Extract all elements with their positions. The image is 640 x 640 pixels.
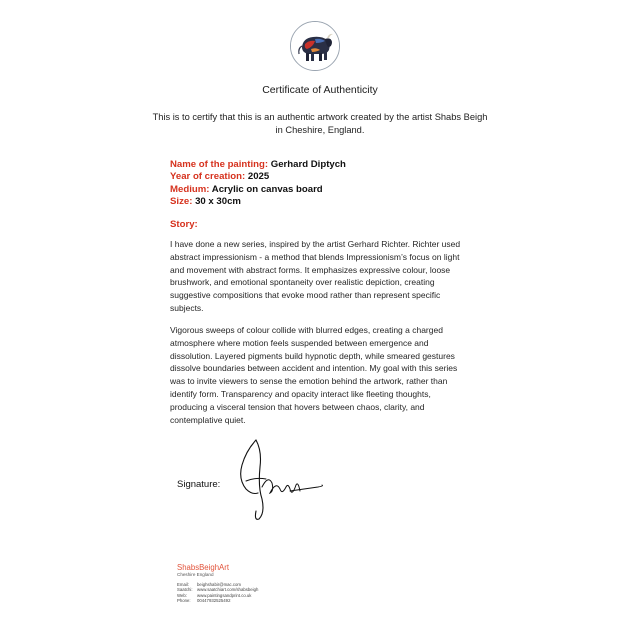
detail-value: 30 x 30cm — [195, 195, 241, 207]
contact-label: Saatchi: — [177, 587, 193, 593]
detail-label: Size — [170, 195, 190, 207]
contact-value: www.paintingsandprint.co.uk — [197, 592, 252, 598]
brand-name: ShabsBeighArt — [177, 563, 230, 572]
contact-label: Phone: — [177, 598, 191, 604]
detail-value: 2025 — [247, 171, 270, 183]
story-paragraph: I have done a new series, inspired by the artist Gerhard Richter. Richter used abstract impressionism - a method that blends Impressionism’s focus on light and movement with abstract forms. It emphasizes expressive colour, loose brushwork, and emotional spontaneity over realistic depiction, creating suggestive compositions that evoke mood rather than represent specific subjects. — [170, 239, 461, 313]
story-heading: Story: — [170, 219, 198, 230]
contact-label: Email: — [177, 582, 189, 587]
detail-row-name: Name of the painting: Gerhard Diptych — [170, 159, 346, 170]
detail-row-medium: Medium: Acrylic on canvas board — [170, 183, 323, 195]
contact-phone — [177, 598, 258, 603]
story-paragraph: Vigorous sweeps of colour collide with blurred edges, creating a charged atmosphere where motion feels suspended between emergence and dissolution. Layered pigments build hypnotic depth, while smeared gestures dissolve boundaries between accident and intention. My goal with this series was to invite viewers to sense the emotion behind the artwork, rather than identify form. Transparency and opacity interact like fleeting thoughts, producing a visceral tension that hovers between chaos, clarity, and contemplative quiet. — [170, 325, 458, 425]
detail-row-year: Year of creation: 2025 — [170, 171, 270, 183]
certificate-title: Certificate of Authenticity — [262, 84, 378, 96]
detail-value: Acrylic on canvas board — [211, 183, 323, 195]
contact-value: www.saatchiart.com/shabsbeigh — [197, 587, 259, 593]
brand-location: Cheshire England — [177, 572, 214, 577]
footer — [177, 563, 258, 604]
detail-label: Year of creation — [170, 171, 242, 183]
detail-row-size: Size: 30 x 30cm — [170, 195, 241, 207]
contact-label: Web: — [177, 592, 187, 598]
signature-icon — [232, 437, 332, 522]
signature-label: Signature: — [177, 479, 221, 490]
certificate-intro: This is to certify that this is an authentic artwork created by the artist Shabs Beigh in Cheshire, England. — [152, 112, 488, 135]
detail-label: Name of the painting — [170, 159, 265, 170]
contact-value: beighshabir@mac.com — [197, 582, 242, 587]
contact-value: 00447932525492 — [197, 598, 231, 604]
bull-logo-icon — [290, 21, 340, 71]
artwork-details — [170, 159, 346, 208]
detail-label: Medium — [170, 183, 207, 195]
detail-value: Gerhard Diptych — [270, 159, 346, 170]
